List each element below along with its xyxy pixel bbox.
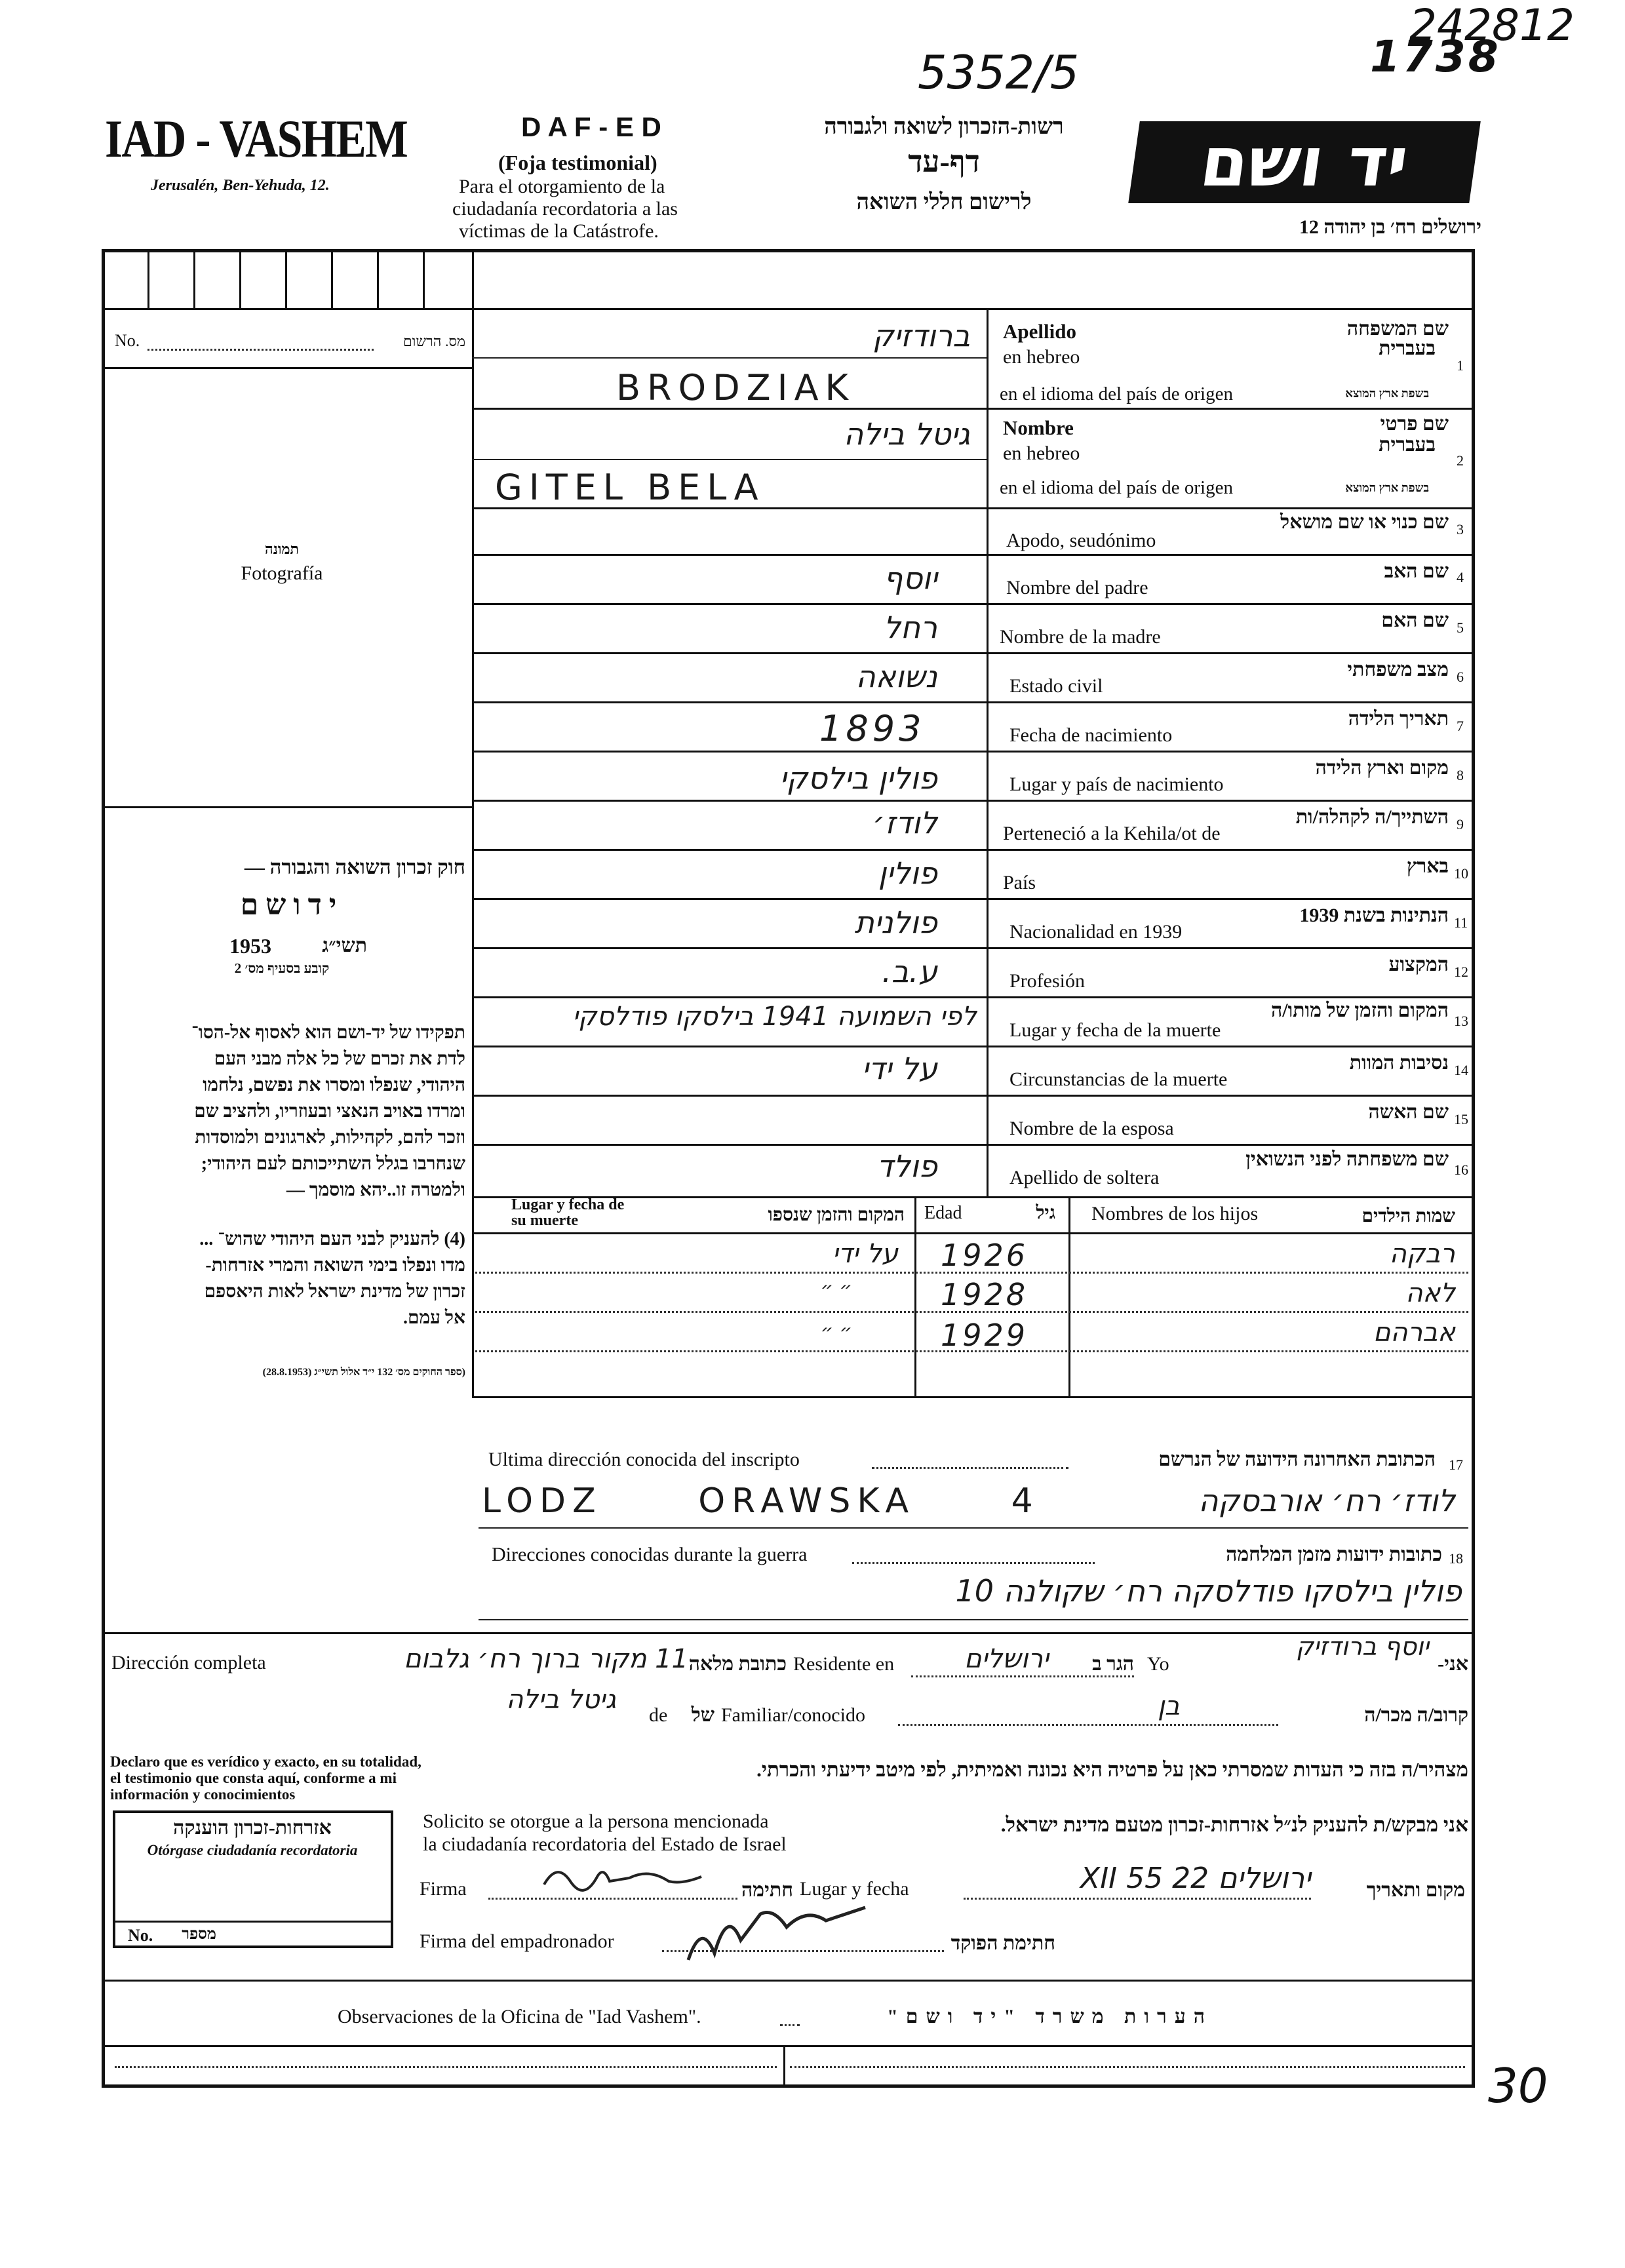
lugar-value: ירושלים 22 XII 55: [1080, 1862, 1311, 1895]
no-label: No.: [115, 331, 140, 350]
field-17-label: Ultima dirección conocida del inscripto: [488, 1449, 800, 1470]
field-12-label: Profesión: [1009, 970, 1085, 992]
rule: [472, 251, 474, 1398]
field-14-heb: נסיבות המוות: [1349, 1052, 1449, 1074]
rule: [285, 251, 287, 308]
law-text-5: וזכר להם, לקהילות, לארגונים ולמוסדות: [195, 1127, 465, 1148]
dir-completa-label: Dirección completa: [111, 1652, 266, 1673]
photo-label: Fotografía: [241, 562, 323, 584]
field-14-value: על ידי: [861, 1051, 937, 1086]
grant-no: No.: [128, 1926, 153, 1945]
field-4-label: Nombre del padre: [1006, 577, 1148, 598]
archive-subnumber: 1738: [1370, 31, 1501, 82]
field-3-heb: שם כנוי או שם מושאל: [1280, 511, 1449, 533]
children-col-place-heb: המקום והזמן שנספו: [768, 1205, 905, 1225]
rule: [472, 800, 1472, 802]
field-8-number: 8: [1457, 767, 1464, 783]
lugar-dots: [964, 1898, 1311, 1900]
relation-value: בן: [1157, 1691, 1180, 1721]
law-name: י ד ו ש ם: [240, 889, 337, 921]
field-6-value: נשואה: [855, 659, 937, 694]
field-4-heb: שם האב: [1384, 560, 1449, 582]
field-10-number: 10: [1454, 865, 1468, 882]
field-3-label: Apodo, seudónimo: [1006, 530, 1156, 551]
field-8-value: פולין בילסקי: [779, 760, 937, 796]
dafed-desc2: ciudadanía recordatoria a las: [452, 198, 678, 220]
empad-label: Firma del empadronador: [420, 1930, 614, 1952]
field-18-number: 18: [1449, 1550, 1463, 1567]
law-text-4: ומרדו באויב הנאצי ובעוזריו, ולהציב שם: [194, 1101, 465, 1122]
dir-completa-value: 11 מקור ברוך רח׳ גלבום: [404, 1644, 688, 1674]
field-15-label: Nombre de la esposa: [1009, 1118, 1174, 1139]
rule: [472, 1095, 1472, 1097]
grant-es: Otórgase ciudadanía recordatoria: [147, 1842, 358, 1858]
declaro-es-1: Declaro que es verídico y exacto, en su totalidad,: [110, 1753, 421, 1770]
no-line: [147, 349, 374, 351]
lugar-label: Lugar y fecha: [800, 1878, 909, 1900]
child-3-age: 1929: [941, 1318, 1028, 1353]
ani-heb: אני-: [1438, 1653, 1468, 1675]
field-2b-label: en el idioma del país de origen: [1000, 477, 1233, 498]
observations-es: Observaciones de la Oficina de "Iad Vashem".: [338, 2006, 701, 2027]
child-1-name: רבקה: [1389, 1239, 1455, 1269]
declarant-signature: [538, 1858, 721, 1898]
familiar-value: גיטל בילה: [506, 1685, 616, 1715]
yo-value: יוסף ברודזיק: [1295, 1632, 1429, 1661]
field-18-value: פולין בילסקו פודלסקה רח׳ שקולנה 10: [955, 1573, 1462, 1609]
field-7-number: 7: [1457, 718, 1464, 734]
familiar-label: Familiar/conocido: [721, 1704, 865, 1726]
rule: [472, 849, 1472, 851]
field-6-heb: מצב משפחתי: [1347, 659, 1449, 680]
field-17-value: LODZ ORAWSKA 4: [482, 1481, 1040, 1521]
law-text-11: אל עמם.: [403, 1308, 465, 1328]
obs-line: [115, 2066, 777, 2068]
rule: [472, 751, 1472, 753]
dafed-desc3: víctimas de la Catástrofe.: [459, 220, 659, 242]
field-9-number: 9: [1457, 816, 1464, 832]
field-11-label: Nacionalidad en 1939: [1009, 921, 1183, 943]
field-7-heb: תאריך הלידה: [1348, 708, 1449, 730]
field-2-heb: שם פרטי: [1380, 413, 1449, 435]
field-8-heb: מקום וארץ הלידה: [1315, 757, 1449, 779]
field-17-number: 17: [1449, 1457, 1463, 1473]
law-text-7: ולמטרה זו..יהא מוסמך —: [286, 1180, 465, 1200]
rule: [472, 1396, 1472, 1398]
child-3-place: ״ ״: [820, 1321, 852, 1344]
field-2-value: גיטל בילה: [844, 416, 970, 452]
rule: [105, 2045, 1472, 2047]
relation-heb: קרוב/ה מכר/ה: [1364, 1704, 1468, 1726]
field-11-value: פולנית: [854, 905, 937, 940]
observations-heb: הערות משרד "יד ושם": [887, 2006, 1213, 2027]
rule: [783, 2045, 785, 2088]
law-reference: (ספר החוקים מס׳ 132 י״ד אלול תשי״ג (28.8.1953): [262, 1367, 465, 1378]
no-heb: מס. הרשום: [403, 333, 465, 349]
law-clause: קובע בסעיף מס׳ 2: [234, 960, 330, 976]
field-9-heb: השתייך/ה לקהלה/ות: [1295, 806, 1449, 828]
rule: [331, 251, 333, 308]
field-9-value: לודז׳: [872, 805, 937, 840]
law-text-10: זכרון של מדינת ישראל לאות היאספם: [204, 1281, 465, 1302]
field-18-dots: [852, 1562, 1095, 1564]
full-address-heb: כתובת מלאה: [688, 1653, 787, 1675]
rule: [472, 898, 1472, 900]
field-12-number: 12: [1454, 964, 1468, 980]
grant-heb: אזרחות-זכרון הוענקה: [173, 1817, 332, 1839]
solicito-es-1: Solicito se otorgue a la persona mencionada: [423, 1810, 769, 1832]
rule: [472, 652, 1472, 654]
field-4-number: 4: [1457, 569, 1464, 585]
field-10-value: פולין: [878, 855, 937, 891]
rule: [105, 806, 472, 808]
field-4-value: יוסף: [883, 560, 937, 596]
law-text-1: תפקידו של יד-ושם הוא לאסוף אל-הסו־: [191, 1023, 465, 1043]
field-2-heb2: בעברית: [1379, 434, 1436, 456]
child-2-place: ״ ״: [820, 1278, 852, 1301]
child-2-age: 1928: [941, 1277, 1028, 1312]
obs-line: [790, 2066, 1465, 2068]
firma-label: Firma: [420, 1878, 467, 1900]
field-5-label: Nombre de la madre: [1000, 626, 1161, 648]
resident-value: ירושלים: [964, 1644, 1049, 1674]
field-8-label: Lugar y país de nacimiento: [1009, 773, 1224, 795]
field-7-label: Fecha de nacimiento: [1009, 724, 1173, 746]
rule: [423, 251, 425, 308]
field-1b-heb: בשפת ארץ המוצא: [1345, 387, 1429, 400]
child-2-name: לאה: [1405, 1278, 1455, 1308]
archive-number: 242812: [1409, 0, 1575, 50]
law-text-9: מדו ונפלו בימי השואה והמרי אזרחות-: [205, 1255, 465, 1276]
field-1-value: ברודזיק: [872, 318, 970, 353]
rule: [472, 947, 1472, 949]
children-col-names-es: Nombres de los hijos: [1091, 1203, 1259, 1224]
resident-heb: הגר ב: [1092, 1653, 1134, 1675]
lugar-heb: מקום ותאריך: [1366, 1879, 1465, 1901]
empadronador-signature: [675, 1894, 872, 1966]
field-17-dots: [872, 1467, 1068, 1469]
children-col-place-es: Lugar y fecha de su muerte: [511, 1196, 625, 1229]
field-1b-label: en el idioma del país de origen: [1000, 383, 1233, 404]
field-17-heb: הכתובת האחרונה הידועה של הנרשם: [1158, 1449, 1436, 1470]
field-14-label: Circunstancias de la muerte: [1009, 1068, 1228, 1090]
field-2b-heb: בשפת ארץ המוצא: [1345, 481, 1429, 494]
field-5-value: רחל: [883, 610, 937, 645]
field-2-number: 2: [1457, 452, 1464, 469]
rule: [914, 1196, 916, 1396]
rule: [479, 1527, 1468, 1529]
field-14-number: 14: [1454, 1062, 1468, 1078]
declaro-es-2: el testimonio que consta aquí, conforme a mi: [110, 1770, 397, 1786]
familiar-dots: [898, 1724, 1278, 1726]
law-text-6: שנחרבו בגלל השתייכותם לעם היהודי;: [201, 1154, 465, 1174]
rule: [472, 1144, 1472, 1146]
field-13-number: 13: [1454, 1013, 1468, 1029]
field-12-value: ע.ב.: [882, 954, 937, 989]
grant-no-heb: מספר: [182, 1926, 216, 1943]
dafed-subtitle: (Foja testimonial): [498, 151, 657, 174]
photo-heb: תמונה: [265, 541, 299, 557]
field-16-number: 16: [1454, 1162, 1468, 1178]
solicito-heb: אני מבקש/ת להעניק לנ״ל אזרחות-זכרון מטעם מדינת ישראל.: [1000, 1813, 1468, 1836]
field-10-heb: בארץ: [1406, 855, 1449, 877]
field-6-number: 6: [1457, 669, 1464, 685]
field-1-heb2: בעברית: [1379, 338, 1436, 359]
law-text-2: לדת את זכרם של כל אלה מבני העם: [214, 1049, 465, 1069]
rule: [472, 701, 1472, 703]
law-text-8: (4) להעניק לבני העם היהודי שהוש־ ...: [199, 1229, 465, 1249]
field-13-heb: המקום והזמן של מותו/ה: [1270, 1000, 1449, 1021]
field-16-heb: שם משפחתה לפני הנשואין: [1245, 1148, 1449, 1170]
declaro-heb: מצהיר/ה בזה כי העדות שמסרתי כאן על פרטיה היא נכונה ואמיתית, לפי מיטב ידיעתי והכרתי.: [756, 1758, 1468, 1781]
field-2-label: Nombre: [1003, 416, 1074, 439]
law-year: 1953: [229, 934, 271, 958]
dafed-desc1: Para el otorgamiento de la: [459, 176, 665, 197]
yad-vashem-logo: יד ושם: [1128, 121, 1481, 203]
rule: [193, 251, 195, 308]
heb-address: ירושלים רח׳ בן יהודה 12: [1299, 216, 1481, 238]
field-11-number: 11: [1454, 914, 1468, 931]
rule: [479, 1619, 1468, 1620]
field-13-label: Lugar y fecha de la muerte: [1009, 1019, 1221, 1041]
field-13-value: לפי השמועה 1941 בילסקו פודלסקי: [572, 1002, 977, 1032]
page-number: 30: [1488, 2058, 1548, 2113]
field-18-heb: כתובות ידועות מזמן המלחמה: [1226, 1544, 1442, 1565]
heb-authority: רשות-הזכרון לשואה ולגבורה: [824, 115, 1064, 139]
rule: [147, 251, 149, 308]
field-1-sublabel: en hebreo: [1003, 346, 1080, 368]
dafed-title: D A F - E D: [521, 111, 661, 142]
rule: [472, 603, 1472, 605]
file-number: 5352/5: [918, 46, 1080, 100]
field-2b-value: GITEL BELA: [495, 467, 765, 508]
field-5-heb: שם האם: [1381, 610, 1449, 631]
child-3-name: אברהם: [1373, 1318, 1455, 1348]
rule: [105, 1980, 1472, 1982]
field-16-label: Apellido de soltera: [1009, 1167, 1160, 1188]
field-3-number: 3: [1457, 521, 1464, 538]
field-2-sublabel: en hebreo: [1003, 442, 1080, 464]
law-text-3: היהודי, שנפלו ומסרו את נפשם, נלחמו: [203, 1075, 465, 1095]
field-15-number: 15: [1454, 1111, 1468, 1127]
law-title: חוק זכרון השואה והגבורה —: [244, 855, 465, 878]
field-16-value: פולד: [876, 1148, 937, 1184]
law-year-heb: תשי״ג: [322, 935, 367, 956]
children-col-age-es: Edad: [924, 1203, 962, 1223]
rule: [239, 251, 241, 308]
field-15-heb: שם האשה: [1368, 1101, 1449, 1123]
org-address: Jerusalén, Ben-Yehuda, 12.: [151, 177, 330, 194]
firma-heb: חתימה: [741, 1879, 793, 1901]
rule: [472, 357, 987, 359]
de-label: de: [649, 1704, 668, 1726]
field-7-value: 1893: [819, 708, 926, 749]
field-1-label: Apellido: [1003, 320, 1076, 343]
rule: [472, 554, 1472, 556]
rule: [105, 367, 472, 369]
field-1b-value: BRODZIAK: [616, 367, 855, 408]
observations-dots: [780, 2024, 800, 2026]
declaro-es-3: información y conocimientos: [110, 1786, 296, 1803]
field-11-heb: הנתינות בשנת 1939: [1299, 905, 1449, 926]
field-1-heb: שם המשפחה: [1346, 318, 1449, 340]
rule: [472, 459, 987, 460]
resident-label: Residente en: [793, 1653, 895, 1675]
solicito-es-2: la ciudadanía recordatoria del Estado de Israel: [423, 1833, 787, 1855]
rule: [1068, 1196, 1070, 1396]
rule: [472, 1232, 1472, 1234]
org-name: IAD - VASHEM: [105, 109, 408, 168]
field-17-value-heb: לודז׳ רח׳ אורבסקה: [1198, 1483, 1455, 1518]
field-10-label: País: [1003, 872, 1036, 893]
heb-dafed: דף-עד: [908, 145, 980, 178]
heb-purpose: לרישום חללי השואה: [856, 190, 1032, 214]
field-1-number: 1: [1457, 357, 1464, 374]
field-9-label: Perteneció a la Kehila/ot de: [1003, 823, 1221, 844]
rule: [472, 996, 1472, 998]
field-18-label: Direcciones conocidas durante la guerra: [492, 1544, 808, 1565]
yo-label: Yo: [1147, 1653, 1169, 1675]
child-1-age: 1926: [941, 1238, 1028, 1273]
children-col-age-heb: גיל: [1036, 1203, 1055, 1223]
children-col-names-heb: שמות הילדים: [1361, 1206, 1455, 1226]
empad-heb: חתימת הפוקד: [950, 1932, 1055, 1954]
field-12-heb: המקצוע: [1388, 954, 1449, 975]
rule: [377, 251, 379, 308]
rule: [105, 308, 1472, 310]
child-1-place: על ידי: [832, 1239, 898, 1269]
rule: [115, 1921, 391, 1923]
field-6-label: Estado civil: [1009, 675, 1103, 697]
shel-heb: של: [691, 1704, 715, 1726]
rule: [472, 1046, 1472, 1047]
field-5-number: 5: [1457, 619, 1464, 636]
resident-dots: [911, 1675, 1134, 1677]
